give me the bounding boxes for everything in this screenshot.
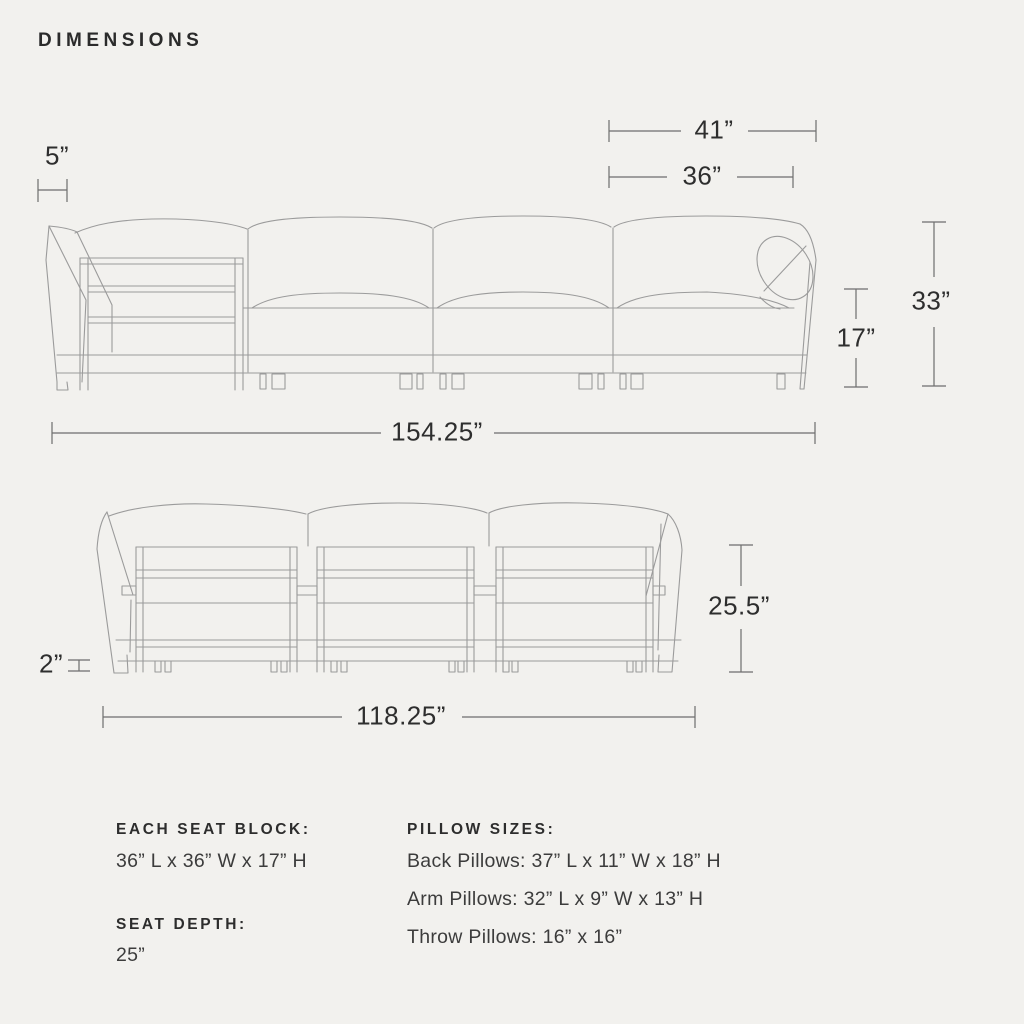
dim-line-arm-width xyxy=(38,179,67,202)
front-seat-height-label: 17” xyxy=(836,322,876,353)
front-seat-width-label: 36” xyxy=(682,160,722,191)
seat-block-value: 36” L x 36” W x 17” H xyxy=(116,850,307,872)
front-overall-height-label: 33” xyxy=(911,285,951,316)
arm-pillows-value: Arm Pillows: 32” L x 9” W x 13” H xyxy=(407,888,704,910)
back-height-label: 25.5” xyxy=(708,590,770,621)
seat-block-heading: EACH SEAT BLOCK: xyxy=(116,821,311,838)
back-pillows-value: Back Pillows: 37” L x 11” W x 18” H xyxy=(407,850,721,872)
back-leg-height-label: 2” xyxy=(38,648,64,679)
front-view-legs xyxy=(260,374,785,389)
front-pillow-width-label: 41” xyxy=(694,114,734,145)
seat-depth-value: 25” xyxy=(116,944,146,966)
front-arm-width-label: 5” xyxy=(44,140,70,171)
pillow-sizes-heading: PILLOW SIZES: xyxy=(407,821,556,838)
back-view-legs xyxy=(155,661,642,672)
back-length-label: 118.25” xyxy=(356,700,446,731)
front-view-illustration xyxy=(46,216,824,390)
back-view-illustration xyxy=(97,503,682,673)
dim-line-leg-height xyxy=(68,660,90,671)
throw-pillows-value: Throw Pillows: 16” x 16” xyxy=(407,926,623,948)
front-overall-length-label: 154.25” xyxy=(391,416,483,447)
seat-depth-heading: SEAT DEPTH: xyxy=(116,916,247,933)
page-title: DIMENSIONS xyxy=(38,30,204,51)
